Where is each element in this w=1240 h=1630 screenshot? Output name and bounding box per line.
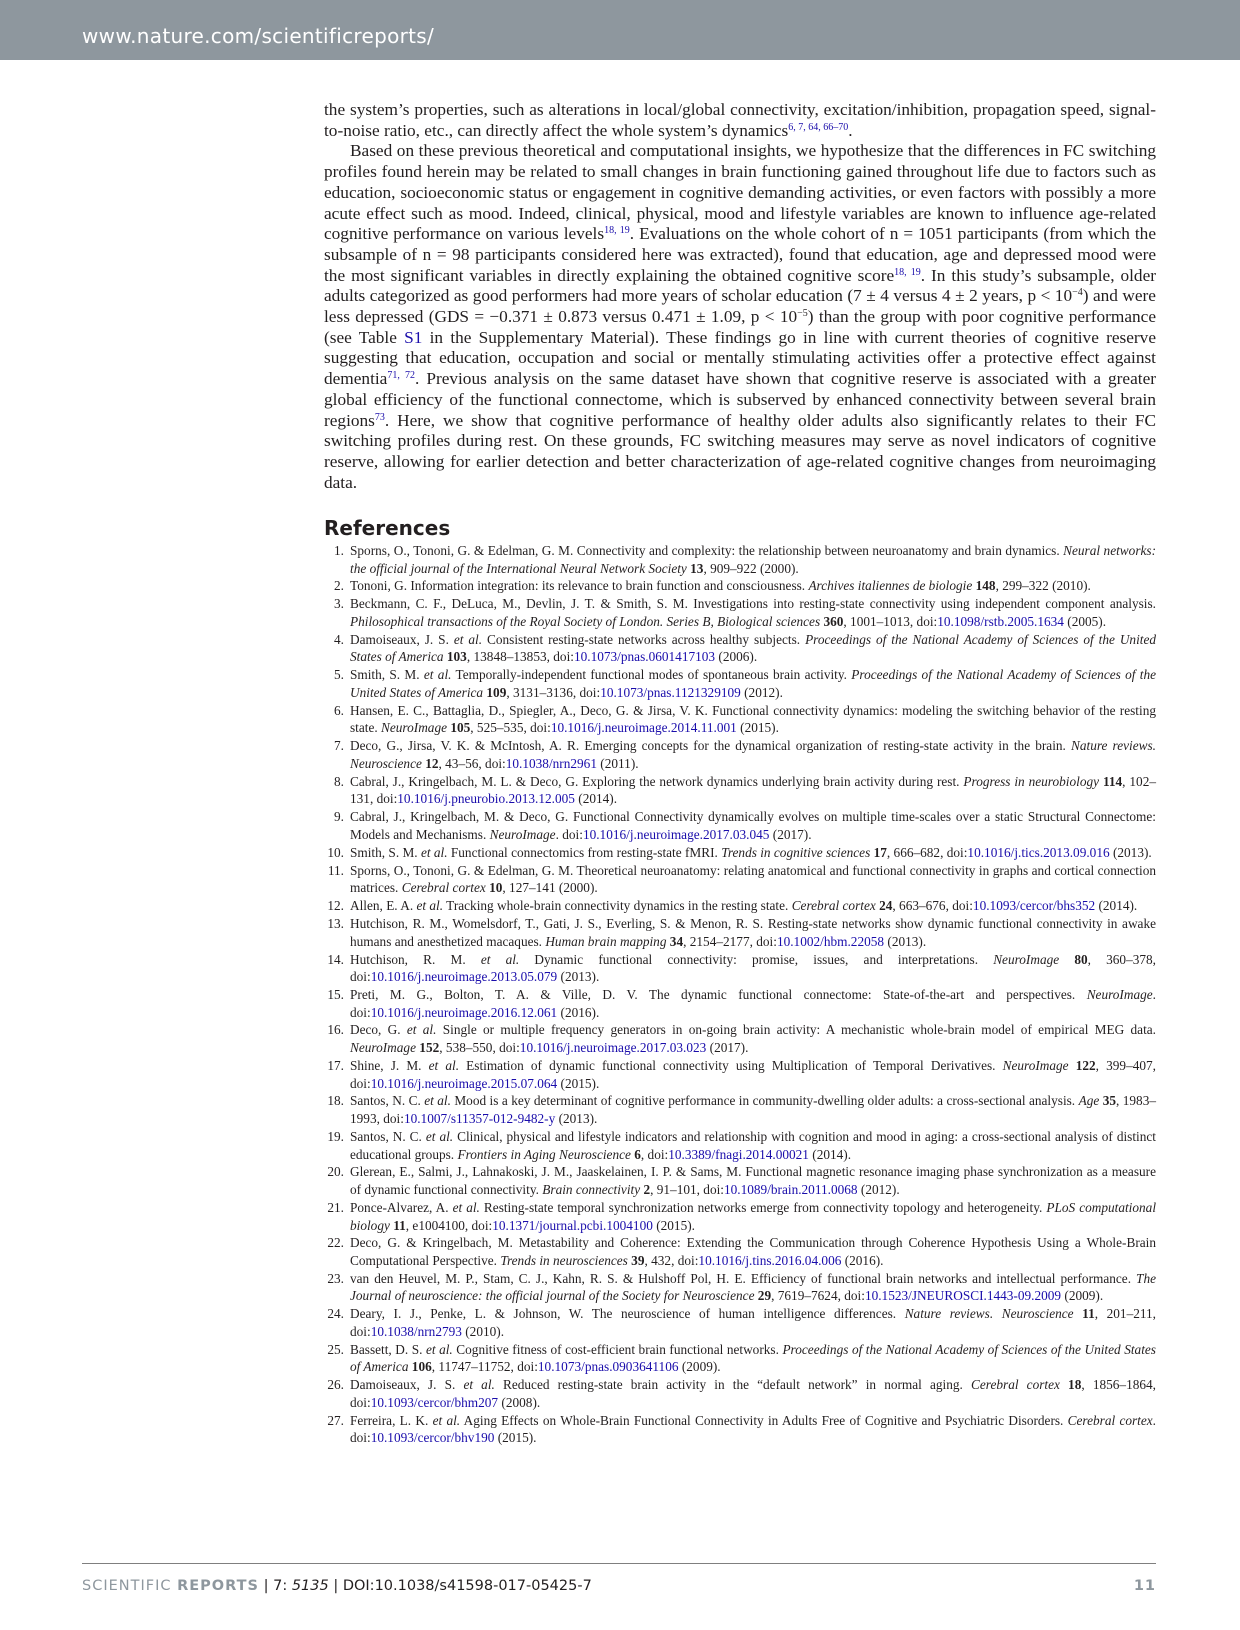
reference-year: (2014).	[574, 791, 618, 807]
reference-journal: Cerebral cortex	[1067, 1412, 1153, 1428]
reference-journal: Proceedings of the National Academy of Sciences of the United States of America	[350, 667, 1157, 700]
reference-journal: Trends in neurosciences	[500, 1252, 628, 1268]
reference-doi-link[interactable]: 10.1371/journal.pcbi.1004100	[492, 1217, 653, 1233]
reference-year: (2015).	[557, 1075, 600, 1091]
reference-number: 22.	[327, 1235, 344, 1251]
reference-pages: . doi:	[555, 826, 583, 842]
reference-authors: Glerean, E., Salmi, J., Lahnakoski, J. M., Jaaskelainen, I. P. & Sams, M. Functional magnetic resonance imaging phase synchronization as a measure of dynamic functional connectivity.	[350, 1164, 1156, 1198]
reference-volume: 17	[870, 844, 887, 860]
journal-name: SCIENTIFIC REPORTS	[82, 1578, 259, 1594]
reference-item	[324, 702, 1156, 737]
reference-authors: Ponce-Alvarez, A.	[350, 1199, 453, 1215]
reference-volume: 80	[1059, 951, 1088, 967]
reference-pages: , 91–101, doi:	[650, 1182, 724, 1198]
reference-year: (2014).	[808, 1146, 852, 1162]
reference-number: 1.	[334, 543, 344, 558]
reference-number: 4.	[334, 631, 344, 647]
reference-pages: , 1983–1993, doi:	[350, 1093, 1156, 1127]
reference-year: (2013).	[555, 1111, 598, 1127]
et-al: et al.	[452, 1199, 480, 1215]
reference-title: Consistent resting-state networks across healthy subjects.	[482, 631, 806, 647]
reference-item	[324, 1341, 1156, 1376]
reference-doi-link[interactable]: 10.1016/j.tics.2013.09.016	[967, 844, 1110, 860]
reference-year: (2013).	[1109, 844, 1152, 860]
reference-pages: , 11747–11752, doi:	[431, 1359, 538, 1375]
reference-authors: Damoiseaux, J. S.	[350, 631, 454, 647]
reference-list	[324, 542, 1156, 1447]
article-number: 5135	[291, 1578, 329, 1594]
reference-journal: Neural networks: the official journal of the International Neural Network Society	[350, 543, 1156, 576]
reference-pages: , 399–407, doi:	[350, 1057, 1156, 1091]
reference-authors: Deco, G.	[350, 1022, 407, 1038]
reference-volume: 103	[443, 649, 467, 665]
reference-doi-link[interactable]: 10.1038/nrn2961	[505, 755, 597, 771]
et-al: et al.	[425, 1341, 453, 1357]
reference-doi-link[interactable]: 10.1098/rstb.2005.1634	[937, 613, 1064, 629]
reference-number: 2.	[334, 578, 344, 594]
reference-item	[324, 844, 1156, 862]
reference-pages: , 7619–7624, doi:	[771, 1288, 865, 1304]
reference-number: 27.	[327, 1412, 344, 1428]
citation-link[interactable]: 6, 7, 64, 66–70	[788, 121, 849, 133]
reference-year: (2009).	[1061, 1288, 1104, 1304]
reference-doi-link[interactable]: 10.1093/cercor/bhm207	[370, 1394, 499, 1410]
reference-item	[324, 1057, 1156, 1092]
reference-title: Mood is a key determinant of cognitive performance in community-dwelling older adults: a cross-sectional analysis.	[450, 1093, 1079, 1109]
reference-volume: 106	[408, 1359, 432, 1375]
reference-pages: . doi:	[350, 1412, 1156, 1446]
reference-number: 8.	[334, 773, 344, 789]
reference-year: (2009).	[678, 1359, 721, 1375]
reference-doi-link[interactable]: 10.1093/cercor/bhs352	[972, 898, 1096, 914]
reference-number: 24.	[327, 1306, 344, 1322]
reference-year: (2017).	[769, 826, 812, 842]
reference-item	[324, 1412, 1156, 1447]
reference-year: (2012).	[857, 1182, 900, 1198]
reference-journal: Cerebral cortex	[971, 1377, 1060, 1393]
et-al: et al.	[453, 631, 483, 647]
footer-doi: DOI:10.1038/s41598-017-05425-7	[342, 1578, 592, 1594]
reference-pages: , 127–141	[502, 880, 556, 896]
reference-year: (2010).	[1048, 578, 1091, 594]
reference-authors: Cabral, J., Kringelbach, M. L. & Deco, G. Exploring the network dynamics underlying brain activity during rest.	[350, 773, 964, 789]
reference-title: Cognitive fitness of cost-efficient brain functional networks.	[452, 1341, 783, 1357]
reference-volume: 114	[1099, 773, 1123, 789]
body-paragraph-1: the system’s properties, such as alterations in local/global connectivity, excitation/inhibition, propagation speed, signal-to-noise ratio, etc., can directly affect the whole system’s dynamics$^{6, 7, 64, 66-70}$.	[324, 100, 1156, 140]
reference-authors: Ferreira, L. K.	[350, 1412, 433, 1428]
reference-number: 3.	[334, 596, 344, 612]
reference-number: 7.	[334, 738, 344, 754]
reference-authors: Hutchison, R. M.	[350, 951, 481, 967]
reference-item	[324, 1163, 1156, 1198]
reference-doi-link[interactable]: 10.1016/j.neuroimage.2014.11.001	[550, 720, 737, 736]
reference-authors: Shine, J. M.	[350, 1057, 429, 1073]
reference-authors: Santos, N. C.	[350, 1093, 425, 1109]
reference-doi-link[interactable]: 10.1016/j.tins.2016.04.006	[698, 1252, 842, 1268]
citation-link[interactable]: 71, 72	[387, 370, 416, 382]
reference-volume: 34	[666, 933, 684, 949]
supplementary-table-link[interactable]: S1	[404, 327, 423, 347]
reference-number: 5.	[334, 667, 344, 683]
reference-doi-link[interactable]: 10.1093/cercor/bhv190	[370, 1430, 495, 1446]
reference-volume: 152	[415, 1040, 440, 1056]
et-al: et al.	[428, 1057, 460, 1073]
reference-item	[324, 1021, 1156, 1056]
reference-volume: 39	[627, 1252, 645, 1268]
reference-journal: PLoS computational biology	[350, 1199, 1157, 1233]
reference-authors: Tononi, G. Information integration: its relevance to brain function and consciousness.	[350, 578, 809, 594]
header-url-link[interactable]: www.nature.com/scientificreports/	[82, 24, 435, 48]
reference-journal: NeuroImage	[1002, 1057, 1069, 1073]
reference-number: 16.	[327, 1022, 344, 1038]
reference-doi-link[interactable]: 10.1016/j.pneurobio.2013.12.005	[397, 791, 575, 807]
reference-title: Estimation of dynamic functional connectivity using Multiplication of Temporal Derivatives.	[459, 1057, 1003, 1073]
reference-journal: NeuroImage	[993, 951, 1060, 967]
reference-title: Temporally-independent functional modes of spontaneous brain activity.	[451, 667, 852, 683]
reference-number: 18.	[327, 1093, 344, 1109]
reference-volume: 12	[421, 755, 439, 771]
reference-volume: 109	[483, 684, 507, 700]
reference-authors: Damoiseaux, J. S.	[350, 1377, 464, 1393]
reference-volume: 29	[754, 1288, 772, 1304]
reference-volume: 122	[1068, 1057, 1096, 1073]
citation-link[interactable]: 18, 19	[894, 266, 921, 278]
reference-pages: . doi:	[350, 987, 1156, 1020]
reference-item	[324, 1199, 1156, 1234]
reference-authors: Deco, G. & Kringelbach, M. Metastability and Coherence: Extending the Communication through Coherence Hypothesis Using a Whole-Brain Computational Perspective.	[350, 1235, 1156, 1268]
reference-title: Resting-state temporal synchronization networks emerge from connectivity topology and heterogeneity.	[479, 1199, 1047, 1215]
reference-journal: Age	[1078, 1093, 1100, 1109]
reference-authors: Allen, E. A.	[350, 898, 417, 914]
reference-volume: 360	[820, 613, 844, 629]
reference-year: (2006).	[715, 649, 758, 665]
et-al: et al.	[420, 844, 448, 860]
reference-title: Tracking whole-brain connectivity dynamics in the resting state.	[443, 898, 792, 914]
et-al: et al.	[416, 898, 444, 914]
reference-year: (2015).	[494, 1430, 537, 1446]
reference-volume: 18	[1059, 1377, 1082, 1393]
reference-doi-link[interactable]: 10.1073/pnas.0903641106	[537, 1359, 679, 1375]
reference-volume: 24	[875, 898, 893, 914]
reference-year: (2008).	[498, 1394, 541, 1410]
reference-volume: 148	[972, 578, 996, 594]
reference-pages: , 102–131, doi:	[350, 773, 1156, 807]
reference-number: 13.	[327, 916, 344, 932]
reference-pages: , 1856–1864, doi:	[350, 1377, 1156, 1410]
reference-volume: 105	[447, 720, 471, 736]
reference-journal: Brain connectivity	[542, 1182, 641, 1198]
reference-number: 20.	[327, 1164, 344, 1180]
reference-doi-link[interactable]: 10.1523/JNEUROSCI.1443-09.2009	[864, 1288, 1062, 1304]
reference-doi-link[interactable]: 10.1089/brain.2011.0068	[723, 1182, 858, 1198]
reference-authors: Sporns, O., Tononi, G. & Edelman, G. M. Connectivity and complexity: the relationship between neuroanatomy and brain dynamics.	[350, 543, 1064, 558]
reference-pages: , 3131–3136, doi:	[506, 684, 601, 700]
reference-authors: Hutchison, R. M., Womelsdorf, T., Gati, J. S., Everling, S. & Menon, R. S. Resting-state networks show dynamic functional connectivity in awake humans and anesthetized macaques.	[350, 916, 1156, 949]
reference-pages: , 360–378, doi:	[350, 951, 1156, 985]
reference-year: (2015).	[652, 1217, 695, 1233]
references-heading: References	[324, 516, 451, 540]
reference-authors: Bassett, D. S.	[350, 1341, 426, 1357]
reference-journal: Frontiers in Aging Neuroscience	[457, 1146, 631, 1162]
reference-authors: Deco, G., Jirsa, V. K. & McIntosh, A. R. Emerging concepts for the dynamical organization of resting-state activity in the brain.	[350, 738, 1071, 754]
reference-pages: , 909–922	[703, 560, 757, 576]
et-al: et al.	[424, 1093, 451, 1109]
body-text	[324, 100, 1156, 493]
reference-authors: Smith, S. M.	[350, 667, 424, 683]
citation-link[interactable]: 73	[374, 411, 385, 423]
reference-item	[324, 1234, 1156, 1269]
reference-doi-link[interactable]: 10.3389/fnagi.2014.00021	[668, 1146, 809, 1162]
reference-year: (2015).	[736, 720, 779, 736]
reference-doi-link[interactable]: 10.1073/pnas.0601417103	[573, 649, 716, 665]
reference-pages: , 299–322	[995, 578, 1049, 594]
reference-doi-link[interactable]: 10.1016/j.neuroimage.2015.07.064	[370, 1075, 558, 1091]
reference-pages: , 201–211, doi:	[350, 1306, 1156, 1339]
reference-number: 6.	[334, 702, 344, 718]
reference-doi-link[interactable]: 10.1016/j.neuroimage.2016.12.061	[370, 1004, 558, 1020]
reference-doi-link[interactable]: 10.1007/s11357-012-9482-y	[403, 1111, 556, 1127]
reference-item	[324, 1376, 1156, 1411]
et-al: et al.	[463, 1377, 495, 1393]
reference-authors: Smith, S. M.	[350, 844, 421, 860]
reference-journal: Progress in neurobiology	[963, 773, 1100, 789]
reference-authors: Sporns, O., Tononi, G. & Edelman, G. M. Theoretical neuroanatomy: relating anatomical and functional connectivity in graphs and cortical connection matrices.	[350, 862, 1156, 896]
reference-year: (2010).	[461, 1323, 505, 1339]
reference-item	[324, 951, 1156, 986]
reference-item	[324, 897, 1156, 915]
reference-pages: , 2154–2177, doi:	[683, 933, 777, 949]
reference-doi-link[interactable]: 10.1016/j.neuroimage.2017.03.045	[582, 826, 770, 842]
reference-item	[324, 666, 1156, 701]
et-al: et al.	[406, 1022, 437, 1038]
reference-pages: , 13848–13853, doi:	[466, 649, 574, 665]
reference-number: 11.	[327, 862, 344, 878]
reference-item	[324, 773, 1156, 808]
reference-item	[324, 1092, 1156, 1127]
reference-title: Dynamic functional connectivity: promise, issues, and interpretations.	[519, 951, 994, 967]
reference-journal: Proceedings of the National Academy of Sciences of the United States of America	[350, 631, 1157, 665]
reference-pages: , 525–535, doi:	[470, 720, 551, 736]
page-header	[0, 0, 1240, 60]
reference-year: (2011).	[596, 755, 639, 771]
reference-year: (2000).	[756, 560, 799, 576]
reference-year: (2000).	[555, 880, 598, 896]
reference-volume: 11	[389, 1217, 406, 1233]
body-paragraph-2: Based on these previous theoretical and computational insights, we hypothesize that the differences in FC switching profiles found herein may be related to small changes in brain functioning gained throughout life due to factors such as education, socioeconomic status or engagement in cognitive demanding activities, or even factors with possibly a more acute effect such as mood. Indeed, clinical, physical, mood and lifestyle variables are known to influence age-related cognitive performance on various levels$^{18, 19}$. Evaluations on the whole cohort of n = 1051 participants (from which the subsample of n = 98 participants considered here was extracted), found that education, age and depressed mood were the most significant variables in directly explaining the obtained cognitive score$^{18, 19}$. In this study’s subsample, older adults categorized as good performers had more years of scholar education (7 ± 4 versus 4 ± 2 years, $p < 10^{-4}$) and were less depressed (GDS = −0.371 ± 0.873 versus 0.471 ± 1.09, $p < 10^{-5}$) than the group with poor cognitive performance (see Table S1 in the Supplementary Material). These findings go in line with current theories of cognitive reserve suggesting that education, occupation and social or mentally stimulating activities offer a protective effect against dementia$^{71, 72}$. Previous analysis on the same dataset have shown that cognitive reserve is associated with a greater global efficiency of the functional connectome, which is subserved by enhanced connectivity between several brain regions$^{73}$. Here, we show that cognitive performance of healthy older adults also significantly relates to their FC switching profiles during rest. On these grounds, FC switching measures may serve as novel indicators of cognitive reserve, allowing for earlier detection and better characterization of age-related cognitive changes from neuroimaging data.	[324, 141, 1156, 492]
reference-year: (2013).	[557, 969, 600, 985]
reference-item	[324, 915, 1156, 950]
citation-link[interactable]: 18, 19	[604, 225, 630, 237]
reference-number: 23.	[327, 1270, 344, 1286]
reference-number: 14.	[327, 951, 344, 967]
reference-pages: , 43–56, doi:	[438, 755, 506, 771]
reference-number: 10.	[327, 844, 344, 860]
reference-journal: Proceedings of the National Academy of Sciences of the United States of America	[350, 1341, 1156, 1375]
et-al: et al.	[480, 951, 520, 967]
reference-authors: Cabral, J., Kringelbach, M. & Deco, G. Functional Connectivity dynamically evolves on multiple time-scales over a static Structural Connectome: Models and Mechanisms.	[350, 809, 1156, 842]
reference-authors: Deary, I. J., Penke, L. & Johnson, W. The neuroscience of human intelligence differences.	[350, 1306, 905, 1322]
reference-volume: 10	[485, 880, 503, 896]
reference-year: (2013).	[884, 933, 927, 949]
reference-journal: Nature reviews. Neuroscience	[350, 738, 1156, 771]
reference-authors: Santos, N. C.	[350, 1128, 426, 1144]
reference-authors: van den Heuvel, M. P., Stam, C. J., Kahn, R. S. & Hulshoff Pol, H. E. Efficiency of functional brain networks and intellectual performance.	[350, 1270, 1137, 1286]
reference-journal: Cerebral cortex	[791, 898, 876, 914]
reference-title: Functional connectomics from resting-state fMRI.	[447, 844, 722, 860]
reference-volume: 11	[1073, 1306, 1095, 1322]
reference-item	[324, 542, 1156, 577]
reference-number: 12.	[327, 898, 344, 914]
reference-year: (2017).	[706, 1040, 749, 1056]
reference-pages: , e1004100, doi:	[405, 1217, 493, 1233]
reference-title: Single or multiple frequency generators in on-going brain activity: A mechanistic whole-brain model of empirical MEG data.	[436, 1022, 1156, 1038]
page-footer: SCIENTIFIC REPORTS | 7: 5135 | DOI:10.1038/s41598-017-05425-7 11	[82, 1578, 1156, 1594]
reference-journal: Philosophical transactions of the Royal Society of London. Series B, Biological sciences	[350, 613, 821, 629]
reference-item	[324, 577, 1156, 595]
reference-number: 17.	[327, 1057, 344, 1073]
et-al: et al.	[425, 1128, 454, 1144]
reference-journal: Trends in cognitive sciences	[721, 844, 871, 860]
reference-journal: Cerebral cortex	[401, 880, 486, 896]
reference-pages: , 538–550, doi:	[439, 1040, 520, 1056]
reference-year: (2016).	[841, 1252, 884, 1268]
reference-doi-link[interactable]: 10.1016/j.neuroimage.2017.03.023	[519, 1040, 707, 1056]
reference-journal: NeuroImage	[489, 826, 556, 842]
reference-year: (2016).	[557, 1004, 600, 1020]
reference-volume: 2	[640, 1182, 651, 1198]
reference-journal: NeuroImage	[350, 1040, 416, 1056]
reference-number: 19.	[327, 1128, 344, 1144]
footer-divider	[82, 1563, 1156, 1564]
reference-doi-link[interactable]: 10.1016/j.neuroimage.2013.05.079	[370, 969, 558, 985]
reference-number: 9.	[334, 809, 344, 825]
reference-item	[324, 862, 1156, 897]
reference-number: 25.	[327, 1341, 344, 1357]
reference-volume: 35	[1099, 1093, 1116, 1109]
exponent: −5	[797, 308, 808, 320]
et-al: et al.	[423, 667, 452, 683]
reference-pages: , 663–676, doi:	[892, 898, 973, 914]
reference-pages: , 432, doi:	[644, 1252, 699, 1268]
reference-volume: 13	[686, 560, 704, 576]
reference-doi-link[interactable]: 10.1002/hbm.22058	[776, 933, 885, 949]
reference-item	[324, 1305, 1156, 1340]
reference-year: (2014).	[1095, 898, 1138, 914]
reference-number: 26.	[327, 1377, 344, 1393]
reference-volume: 6	[630, 1146, 641, 1162]
page-number: 11	[1133, 1578, 1156, 1594]
reference-journal: Human brain mapping	[545, 933, 667, 949]
reference-title: Aging Effects on Whole-Brain Functional Connectivity in Adults Free of Cognitive and Psychiatric Disorders.	[460, 1412, 1068, 1428]
reference-item	[324, 631, 1156, 666]
reference-number: 21.	[327, 1199, 344, 1215]
et-al: et al.	[432, 1412, 461, 1428]
reference-authors: Hansen, E. C., Battaglia, D., Spiegler, A., Deco, G. & Jirsa, V. K. Functional connectivity dynamics: modeling the switching behavior of the resting state.	[350, 702, 1156, 736]
reference-journal: NeuroImage	[1086, 987, 1153, 1002]
reference-journal: The Journal of neuroscience: the official journal of the Society for Neuroscience	[350, 1270, 1156, 1304]
reference-pages: , 666–682, doi:	[886, 844, 968, 860]
reference-journal: Archives italiennes de biologie	[808, 578, 973, 594]
exponent: −4	[1072, 287, 1083, 299]
reference-pages: , 1001–1013, doi:	[843, 613, 938, 629]
reference-year: (2012).	[740, 684, 783, 700]
reference-authors: Beckmann, C. F., DeLuca, M., Devlin, J. T. & Smith, S. M. Investigations into resting-state connectivity using independent component analysis.	[350, 596, 1156, 612]
reference-title: Reduced resting-state brain activity in the “default network” in normal aging.	[494, 1377, 972, 1393]
reference-journal: NeuroImage	[381, 720, 447, 736]
reference-item	[324, 1270, 1156, 1305]
reference-title: Clinical, physical and lifestyle indicators and relationship with cognition and mood in aging: a cross-sectional analysis of distinct educational groups.	[350, 1128, 1156, 1162]
reference-item	[324, 737, 1156, 772]
reference-journal: Nature reviews. Neuroscience	[904, 1306, 1074, 1322]
reference-year: (2005).	[1063, 613, 1107, 629]
reference-item	[324, 595, 1156, 630]
reference-pages: , doi:	[640, 1146, 669, 1162]
reference-item	[324, 986, 1156, 1021]
reference-doi-link[interactable]: 10.1038/nrn2793	[370, 1323, 462, 1339]
reference-number: 15.	[327, 987, 344, 1002]
reference-authors: Preti, M. G., Bolton, T. A. & Ville, D. V. The dynamic functional connectome: State-of-the-art and perspectives.	[350, 987, 1087, 1002]
reference-item	[324, 1128, 1156, 1163]
reference-doi-link[interactable]: 10.1073/pnas.1121329109	[600, 684, 741, 700]
reference-item	[324, 808, 1156, 843]
